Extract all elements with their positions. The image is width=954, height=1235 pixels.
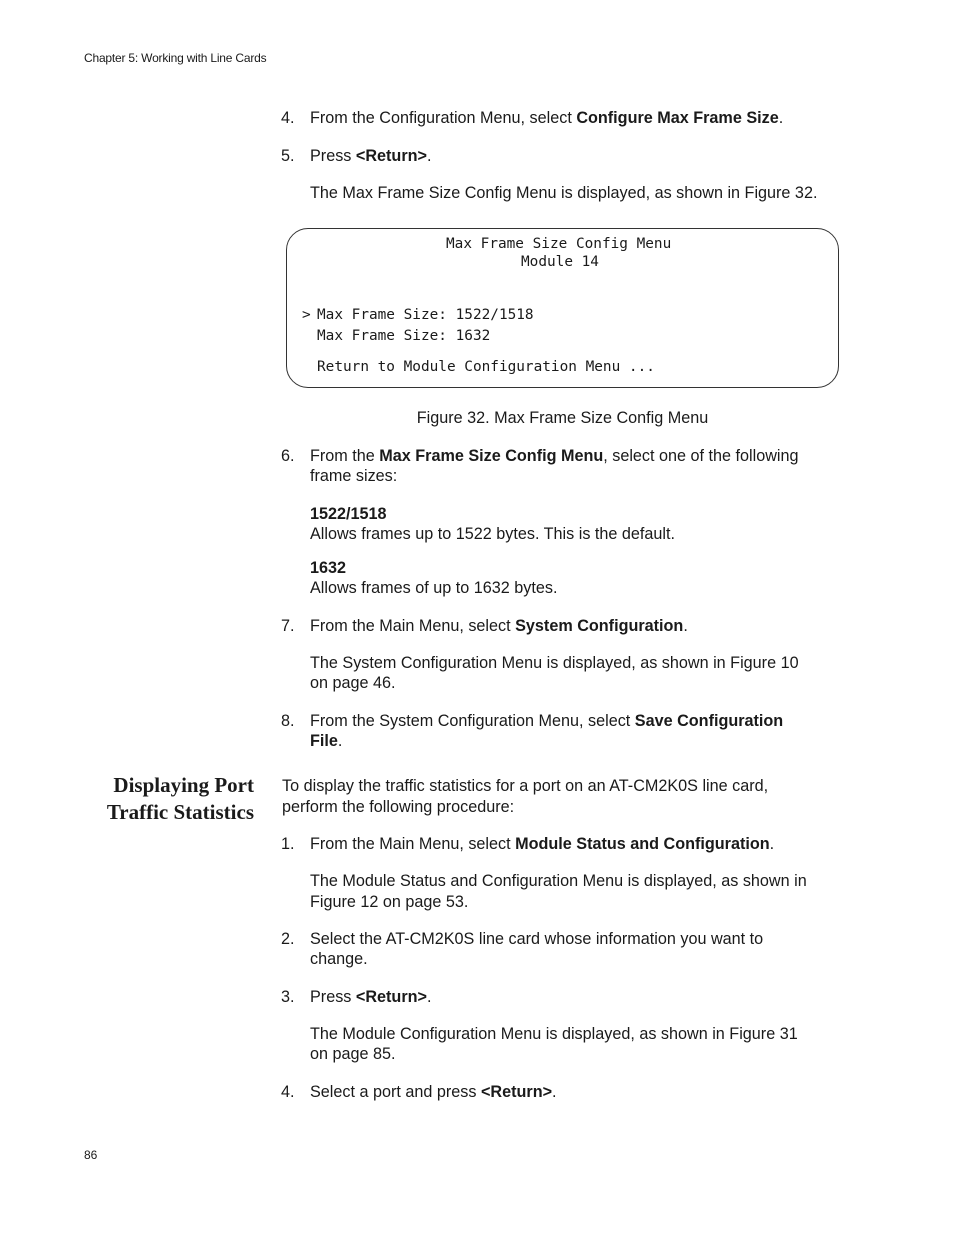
step-text-cont: change. — [310, 950, 368, 968]
step-text: Press <Return>. — [310, 147, 432, 165]
step-text: Select the AT-CM2K0S line card whose information you want to — [310, 930, 764, 948]
step-text: From the Main Menu, select System Configuration. — [310, 617, 688, 635]
step-number: 7. — [281, 617, 295, 635]
menu-item-return[interactable]: Return to Module Configuration Menu ... — [317, 359, 655, 375]
step-text-cont: File. — [310, 732, 343, 750]
step-text: Select a port and press <Return>. — [310, 1083, 557, 1101]
menu-subtitle: Module 14 — [521, 254, 599, 270]
step-note: The System Configuration Menu is displayed, as shown in Figure 10 — [310, 654, 799, 672]
step-note: Figure 12 on page 53. — [310, 893, 469, 911]
step-note: The Max Frame Size Config Menu is displayed, as shown in Figure 32. — [310, 184, 818, 202]
step-text: From the Configuration Menu, select Configure Max Frame Size. — [310, 109, 784, 127]
step-note: on page 85. — [310, 1045, 396, 1063]
option-desc: Allows frames of up to 1632 bytes. — [310, 579, 558, 597]
step-text: From the System Configuration Menu, select Save Configuration — [310, 712, 784, 730]
figure-caption: Figure 32. Max Frame Size Config Menu — [416, 409, 709, 427]
step-text-cont: frame sizes: — [310, 467, 398, 485]
step-text: From the Max Frame Size Config Menu, select one of the following — [310, 447, 799, 465]
step-note: The Module Status and Configuration Menu is displayed, as shown in — [310, 872, 807, 890]
option-desc: Allows frames up to 1522 bytes. This is the default. — [310, 525, 676, 543]
step-note: The Module Configuration Menu is displayed, as shown in Figure 31 — [310, 1025, 798, 1043]
option-title: 1522/1518 — [310, 505, 387, 523]
step-number: 2. — [281, 930, 295, 948]
step-text: Press <Return>. — [310, 988, 432, 1006]
running-header: Chapter 5: Working with Line Cards — [84, 51, 267, 65]
page-number: 86 — [84, 1148, 98, 1162]
menu-title: Max Frame Size Config Menu — [446, 236, 672, 252]
step-number: 5. — [281, 147, 295, 165]
step-number: 3. — [281, 988, 295, 1006]
step-number: 1. — [281, 835, 295, 853]
menu-item-1632[interactable]: Max Frame Size: 1632 — [317, 328, 491, 344]
section-intro: perform the following procedure: — [282, 798, 515, 816]
section-intro: To display the traffic statistics for a port on an AT-CM2K0S line card, — [282, 777, 769, 795]
step-note: on page 46. — [310, 674, 396, 692]
step-number: 6. — [281, 447, 295, 465]
step-number: 4. — [281, 1083, 295, 1101]
menu-item-1522[interactable]: Max Frame Size: 1522/1518 — [317, 307, 534, 323]
step-number: 4. — [281, 109, 295, 127]
option-title: 1632 — [310, 559, 347, 577]
terminal-menu-figure — [286, 228, 839, 388]
step-number: 8. — [281, 712, 295, 730]
step-text: From the Main Menu, select Module Status and Configuration. — [310, 835, 775, 853]
section-heading: Displaying Port Traffic Statistics — [106, 773, 254, 824]
menu-cursor: > — [302, 307, 311, 323]
